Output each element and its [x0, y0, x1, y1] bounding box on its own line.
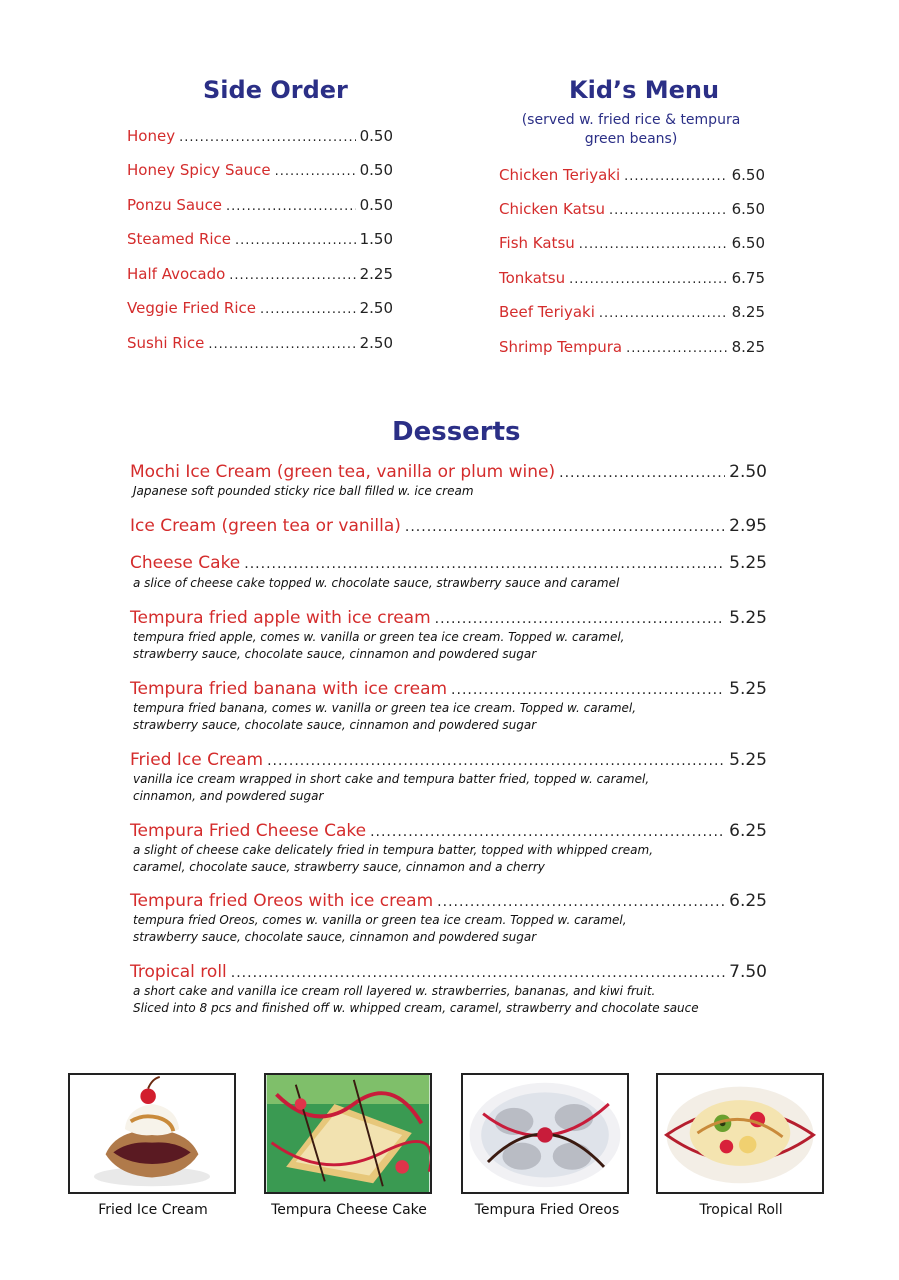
- photo-caption: Tempura Cheese Cake: [271, 1202, 427, 1218]
- tropical-roll-photo: [656, 1073, 824, 1194]
- dessert-item: [130, 462, 767, 482]
- kids-menu-item: [499, 166, 765, 184]
- description-line: Sliced into 8 pcs and finished off w. whipped cream, caramel, strawberry and chocolate sauce: [133, 1001, 699, 1015]
- tempura-cheese-cake-illustration: [266, 1075, 430, 1192]
- description-line: a short cake and vanilla ice cream roll layered w. strawberries, bananas, and kiwi fruit.: [133, 984, 656, 998]
- item-price: 6.75: [731, 269, 765, 287]
- item-price: 5.25: [729, 679, 767, 699]
- dessert-description: [133, 771, 753, 805]
- kids-menu-item: [499, 269, 765, 287]
- item-name: Tropical roll: [130, 962, 227, 982]
- dot-leader: [451, 682, 725, 698]
- item-name: Steamed Rice: [127, 230, 232, 248]
- item-name: Cheese Cake: [130, 553, 241, 573]
- side-order-item: [127, 230, 393, 248]
- dot-leader: [624, 169, 727, 184]
- item-name: Mochi Ice Cream (green tea, vanilla or plum wine): [130, 462, 556, 482]
- dot-leader: [226, 199, 356, 214]
- item-name: Tempura fried apple with ice cream: [130, 608, 431, 628]
- item-name: Ponzu Sauce: [127, 196, 223, 214]
- dessert-item: [130, 962, 767, 982]
- item-price: 2.50: [359, 299, 393, 317]
- item-price: 6.25: [729, 891, 767, 911]
- item-name: Shrimp Tempura: [499, 338, 623, 356]
- item-price: 2.50: [729, 462, 767, 482]
- dessert-description: [133, 983, 753, 1017]
- description-line: tempura fried apple, comes w. vanilla or green tea ice cream. Topped w. caramel,: [133, 630, 625, 644]
- kids-menu-subtitle-line: (served w. fried rice & tempura: [521, 112, 741, 128]
- item-price: 2.25: [359, 265, 393, 283]
- photo-caption: Tempura Fried Oreos: [474, 1202, 620, 1218]
- kids-menu-item: [499, 338, 765, 356]
- item-price: 8.25: [731, 338, 765, 356]
- kids-menu-item: [499, 303, 765, 321]
- item-price: 7.50: [729, 962, 767, 982]
- description-line: tempura fried banana, comes w. vanilla or green tea ice cream. Topped w. caramel,: [133, 701, 637, 715]
- item-price: 5.25: [729, 608, 767, 628]
- dessert-description: [133, 700, 753, 734]
- item-name: Beef Teriyaki: [499, 303, 595, 321]
- kids-menu-item: [499, 200, 765, 218]
- item-price: 8.25: [731, 303, 765, 321]
- dot-leader: [559, 465, 725, 481]
- item-price: 6.50: [731, 200, 765, 218]
- item-name: Honey Spicy Sauce: [127, 161, 271, 179]
- dessert-item: [130, 891, 767, 911]
- dot-leader: [179, 130, 356, 145]
- side-order-item: [127, 127, 393, 145]
- item-price: 6.25: [729, 821, 767, 841]
- description-line: strawberry sauce, chocolate sauce, cinnamon and powdered sugar: [133, 647, 537, 661]
- fried-ice-cream-photo: [68, 1073, 236, 1194]
- item-name: Fried Ice Cream: [130, 750, 264, 770]
- item-price: 5.25: [729, 553, 767, 573]
- item-price: 2.50: [359, 334, 393, 352]
- desserts-title: Desserts: [392, 417, 521, 447]
- dessert-description: [133, 629, 753, 663]
- dessert-description: [133, 483, 753, 500]
- description-line: cinnamon, and powdered sugar: [133, 789, 324, 803]
- dot-leader: [275, 164, 356, 179]
- description-line: vanilla ice cream wrapped in short cake and tempura batter fried, topped w. caramel,: [133, 772, 650, 786]
- item-name: Sushi Rice: [127, 334, 205, 352]
- dessert-item: [130, 750, 767, 770]
- photo-caption: Fried Ice Cream: [98, 1202, 208, 1218]
- item-name: Fish Katsu: [499, 234, 575, 252]
- item-price: 0.50: [359, 196, 393, 214]
- tropical-roll-illustration: [658, 1075, 822, 1192]
- item-price: 6.50: [731, 166, 765, 184]
- item-name: Tonkatsu: [499, 269, 566, 287]
- dot-leader: [437, 894, 725, 910]
- description-line: tempura fried Oreos, comes w. vanilla or green tea ice cream. Topped w. caramel,: [133, 913, 627, 927]
- item-price: 2.95: [729, 516, 767, 536]
- item-name: Chicken Katsu: [499, 200, 606, 218]
- item-price: 0.50: [359, 127, 393, 145]
- dessert-item: [130, 679, 767, 699]
- description-line: strawberry sauce, chocolate sauce, cinnamon and powdered sugar: [133, 718, 537, 732]
- item-price: 6.50: [731, 234, 765, 252]
- dessert-item: [130, 821, 767, 841]
- kids-menu-title: Kid’s Menu: [569, 76, 720, 104]
- dessert-description: [133, 842, 753, 876]
- tempura-fried-oreos-photo: [461, 1073, 629, 1194]
- dessert-description: [133, 912, 753, 946]
- item-name: Tempura fried Oreos with ice cream: [130, 891, 434, 911]
- dot-leader: [231, 965, 725, 981]
- description-line: a slight of cheese cake delicately fried in tempura batter, topped with whipped cream,: [133, 843, 654, 857]
- dot-leader: [208, 337, 355, 352]
- kids-menu-subtitle-line: green beans): [584, 131, 678, 147]
- dot-leader: [405, 519, 725, 535]
- dot-leader: [260, 302, 356, 317]
- kids-menu-subtitle: [500, 111, 762, 149]
- tempura-fried-oreos-illustration: [463, 1075, 627, 1192]
- dessert-item: [130, 608, 767, 628]
- item-name: Tempura Fried Cheese Cake: [130, 821, 367, 841]
- side-order-item: [127, 196, 393, 214]
- side-order-item: [127, 299, 393, 317]
- side-order-title: Side Order: [203, 76, 348, 104]
- dot-leader: [235, 233, 356, 248]
- description-line: a slice of cheese cake topped w. chocolate sauce, strawberry sauce and caramel: [133, 576, 620, 590]
- dot-leader: [626, 341, 727, 356]
- dessert-item: [130, 516, 767, 536]
- dot-leader: [569, 272, 727, 287]
- side-order-item: [127, 334, 393, 352]
- tempura-cheese-cake-photo: [264, 1073, 432, 1194]
- dot-leader: [267, 753, 725, 769]
- item-price: 1.50: [359, 230, 393, 248]
- dot-leader: [435, 611, 726, 627]
- dot-leader: [609, 203, 728, 218]
- item-price: 0.50: [359, 161, 393, 179]
- photo-caption: Tropical Roll: [699, 1202, 783, 1218]
- item-name: Half Avocado: [127, 265, 226, 283]
- dessert-description: [133, 575, 753, 592]
- dessert-item: [130, 553, 767, 573]
- dot-leader: [579, 237, 728, 252]
- kids-menu-item: [499, 234, 765, 252]
- dot-leader: [244, 556, 725, 572]
- item-name: Ice Cream (green tea or vanilla): [130, 516, 401, 536]
- side-order-item: [127, 265, 393, 283]
- description-line: Japanese soft pounded sticky rice ball filled w. ice cream: [133, 484, 474, 498]
- description-line: caramel, chocolate sauce, strawberry sauce, cinnamon and a cherry: [133, 860, 545, 874]
- dot-leader: [370, 824, 725, 840]
- fried-ice-cream-illustration: [70, 1075, 234, 1192]
- item-name: Honey: [127, 127, 176, 145]
- dot-leader: [229, 268, 355, 283]
- item-name: Veggie Fried Rice: [127, 299, 256, 317]
- item-name: Chicken Teriyaki: [499, 166, 621, 184]
- item-price: 5.25: [729, 750, 767, 770]
- description-line: strawberry sauce, chocolate sauce, cinnamon and powdered sugar: [133, 930, 537, 944]
- dot-leader: [599, 306, 728, 321]
- side-order-item: [127, 161, 393, 179]
- item-name: Tempura fried banana with ice cream: [130, 679, 448, 699]
